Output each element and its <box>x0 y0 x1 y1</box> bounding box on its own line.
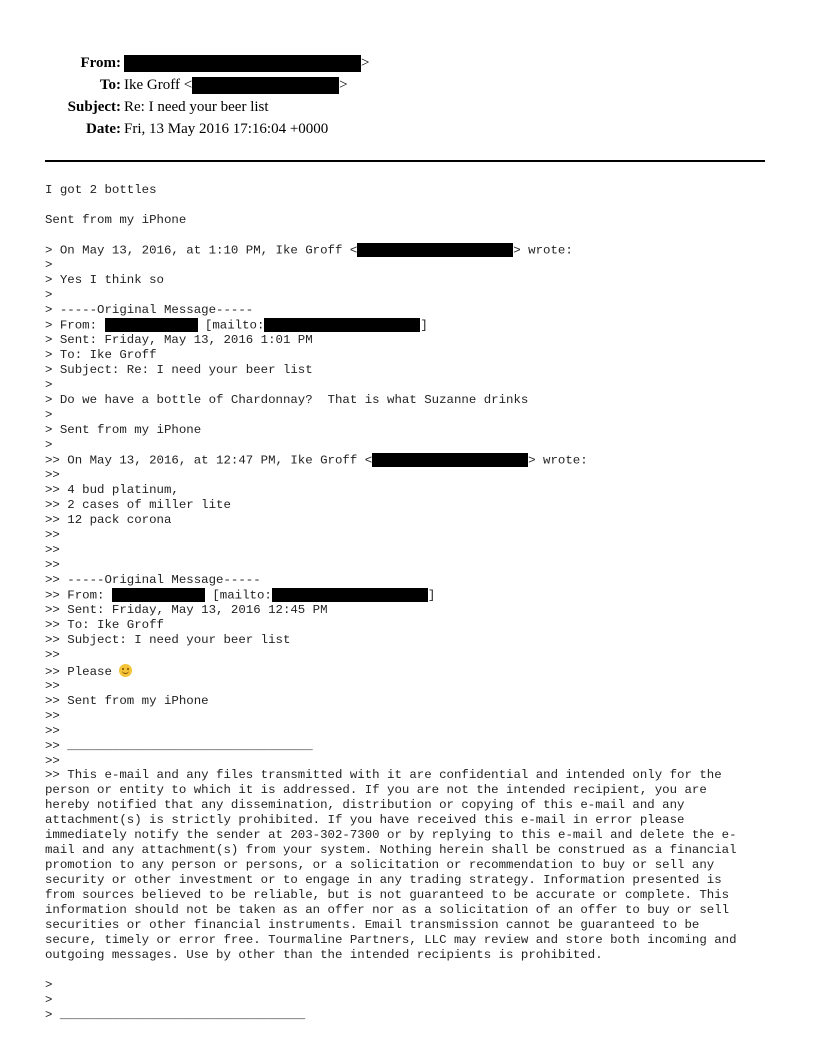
from-close-bracket: > <box>361 55 370 71</box>
reply-from-prefix: >> From: <box>45 588 112 603</box>
quote-line: > Sent from my iPhone <box>45 423 202 437</box>
from-label: From: <box>80 55 121 71</box>
quote-line: > Do we have a bottle of Chardonnay? That is what Suzanne drinks <box>45 393 529 407</box>
reply-from-mailto: [mailto: <box>204 588 272 603</box>
from-row <box>0 54 816 72</box>
reply-blank: >> <box>45 754 60 768</box>
to-label: To: <box>99 77 121 93</box>
to-close-bracket: > <box>339 77 348 93</box>
subject-row <box>0 98 816 116</box>
redacted-email-4 <box>272 588 428 602</box>
redacted-recipient-block <box>192 77 339 94</box>
body-line-signature: Sent from my iPhone <box>45 213 187 227</box>
reply-header-2-prefix: >> On May 13, 2016, at 12:47 PM, Ike Groff < <box>45 453 373 468</box>
quote-from-close: ] <box>420 318 428 333</box>
reply-from-line <box>45 588 435 603</box>
reply-line: >> -----Original Message----- <box>45 573 261 587</box>
quote-blank: > <box>45 258 53 272</box>
reply-separator: >> _________________________________ <box>45 739 313 753</box>
quote-line: > To: Ike Groff <box>45 348 157 362</box>
reply-blank: >> <box>45 724 60 738</box>
redacted-email-3 <box>372 453 528 467</box>
redacted-email-2 <box>264 318 420 332</box>
end-quote-blank: > <box>45 978 53 992</box>
reply-blank: >> <box>45 679 60 693</box>
header-divider <box>45 160 765 162</box>
quote-from-line <box>45 318 428 333</box>
reply-header-2-suffix: > wrote: <box>528 453 588 468</box>
reply-line: >> Sent: Friday, May 13, 2016 12:45 PM <box>45 603 328 617</box>
quote-header-1-suffix: > wrote: <box>513 243 573 258</box>
redacted-name-2 <box>112 588 205 602</box>
to-name: Ike Groff < <box>124 77 193 93</box>
quote-line: > -----Original Message----- <box>45 303 254 317</box>
quote-blank: > <box>45 438 53 452</box>
reply-line: >> To: Ike Groff <box>45 618 164 632</box>
redacted-sender-block <box>124 55 361 72</box>
reply-from-close: ] <box>427 588 436 603</box>
end-quote-blank: > <box>45 993 53 1007</box>
quote-line: > Yes I think so <box>45 273 164 287</box>
subject-value: Re: I need your beer list <box>124 99 269 115</box>
reply-blank: >> <box>45 468 60 482</box>
reply-blank: >> <box>45 528 60 542</box>
quote-line: > Sent: Friday, May 13, 2016 1:01 PM <box>45 333 313 347</box>
quote-from-prefix: > From: <box>45 318 105 333</box>
quote-line: > Subject: Re: I need your beer list <box>45 363 313 377</box>
reply-blank: >> <box>45 558 60 572</box>
date-label: Date: <box>86 121 121 137</box>
reply-line: >> 12 pack corona <box>45 513 172 527</box>
reply-blank: >> <box>45 709 60 723</box>
quote-header-1 <box>45 243 573 258</box>
reply-please-text: >> Please <box>45 665 120 679</box>
smiley-icon <box>119 664 132 677</box>
quote-from-mailto: [mailto: <box>197 318 265 333</box>
date-row <box>0 120 816 138</box>
to-row <box>0 76 816 94</box>
redacted-name-1 <box>105 318 198 332</box>
end-quote-separator: > _________________________________ <box>45 1008 306 1022</box>
quote-blank: > <box>45 288 53 302</box>
reply-header-2 <box>45 453 588 468</box>
subject-label: Subject: <box>67 99 121 115</box>
body-line-bottles: I got 2 bottles <box>45 183 157 197</box>
redacted-email-1 <box>357 243 513 257</box>
reply-line: >> 2 cases of miller lite <box>45 498 231 512</box>
reply-blank: >> <box>45 648 60 662</box>
quote-blank: > <box>45 378 53 392</box>
reply-line: >> Subject: I need your beer list <box>45 633 291 647</box>
date-value: Fri, 13 May 2016 17:16:04 +0000 <box>124 121 329 137</box>
reply-line: >> Sent from my iPhone <box>45 694 209 708</box>
legal-disclaimer: >> This e-mail and any files transmitted with it are confidential and intended only for the person or entity to which it is addressed. If you are not the intended recipient, you are hereby notified that any dissemination, distribution or copying of this e-mail and any attachment(s) is strictly prohibited. If you have received this e-mail in error please immediately notify the sender at 203-302-7300 or by replying to this e-mail and delete the e- mail and any attachment(s) from your system. Nothing herein shall be construed as a financial promotion to any person or persons, or a solicitation or recommendation to buy or sell any security or other investment or to engage in any trading strategy. Information presented is from sources believed to be reliable, but is not guaranteed to be accurate or complete. This information should not be taken as an offer nor as a solicitation of an offer to buy or sell securities or other financial instruments. Email transmission cannot be guaranteed to be secure, timely or error free. Tourmaline Partners, LLC may review and store both incoming and outgoing messages. Use by other than the intended recipients is prohibited. <box>45 768 737 962</box>
reply-line: >> 4 bud platinum, <box>45 483 179 497</box>
reply-blank: >> <box>45 543 60 557</box>
reply-please-line <box>45 664 132 680</box>
quote-header-1-prefix: > On May 13, 2016, at 1:10 PM, Ike Groff < <box>45 243 358 258</box>
quote-blank: > <box>45 408 53 422</box>
